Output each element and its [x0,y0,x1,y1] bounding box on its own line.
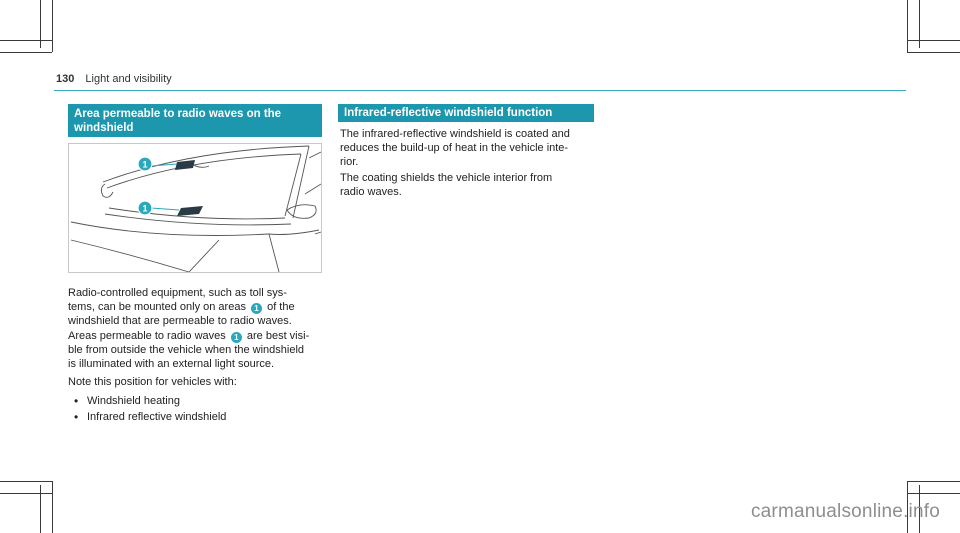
callout-badge: 1 [251,303,262,314]
crop-mark [907,493,960,494]
crop-mark [0,40,52,41]
crop-mark [907,40,960,41]
section-heading-radio-area: Area permeable to radio waves on the windshield [68,104,322,137]
text-line: The infrared-reflective windshield is coated and [340,128,570,140]
bullet-list [72,393,226,425]
callout-label: 1 [142,203,148,214]
crop-mark [0,52,52,53]
paragraph-radio-equipment [68,286,328,328]
text-line: reduces the build-up of heat in the vehicle inte- [340,142,569,154]
list-item: • Windshield heating [72,393,226,409]
callout-marker [138,201,152,215]
paragraph-infrared-coating [340,127,600,169]
windshield-illustration [69,144,321,272]
text-line: of the [267,301,295,313]
page-number: 130 [56,73,75,85]
running-header [56,73,172,85]
crop-mark [52,0,53,52]
text-line: tems, can be mounted only on areas [68,301,246,313]
text-line: rior. [340,156,359,168]
text-line: The coating shields the vehicle interior from [340,172,553,184]
text-line: is illuminated with an external light source. [68,358,275,370]
text-line: are best visi- [246,330,310,342]
callout-label: 1 [142,159,148,170]
text-line: Radio-controlled equipment, such as toll sys- [68,287,287,299]
text-line: Areas permeable to radio waves [68,330,226,342]
paragraph-coating-shields [340,171,600,199]
callout-marker [138,157,152,171]
callout-badge: 1 [231,332,242,343]
crop-mark [52,481,53,533]
text-line: radio waves. [340,186,402,198]
watermark: carmanualsonline.info [750,501,940,522]
windshield-figure [68,143,322,273]
crop-mark [907,0,908,52]
section-heading-infrared: Infrared-reflective windshield function [338,104,594,122]
header-section-title: Light and visibility [85,73,172,85]
text-line: ble from outside the vehicle when the windshield [68,344,305,356]
header-rule [54,90,906,91]
text-line: windshield that are permeable to radio waves. [68,315,292,327]
crop-mark [907,481,960,482]
crop-mark [0,493,52,494]
list-item: • Infrared reflective windshield [72,409,226,425]
paragraph-areas-visible [68,329,328,371]
crop-mark [0,481,52,482]
paragraph-note: Note this position for vehicles with: [68,376,237,388]
crop-mark [907,52,960,53]
